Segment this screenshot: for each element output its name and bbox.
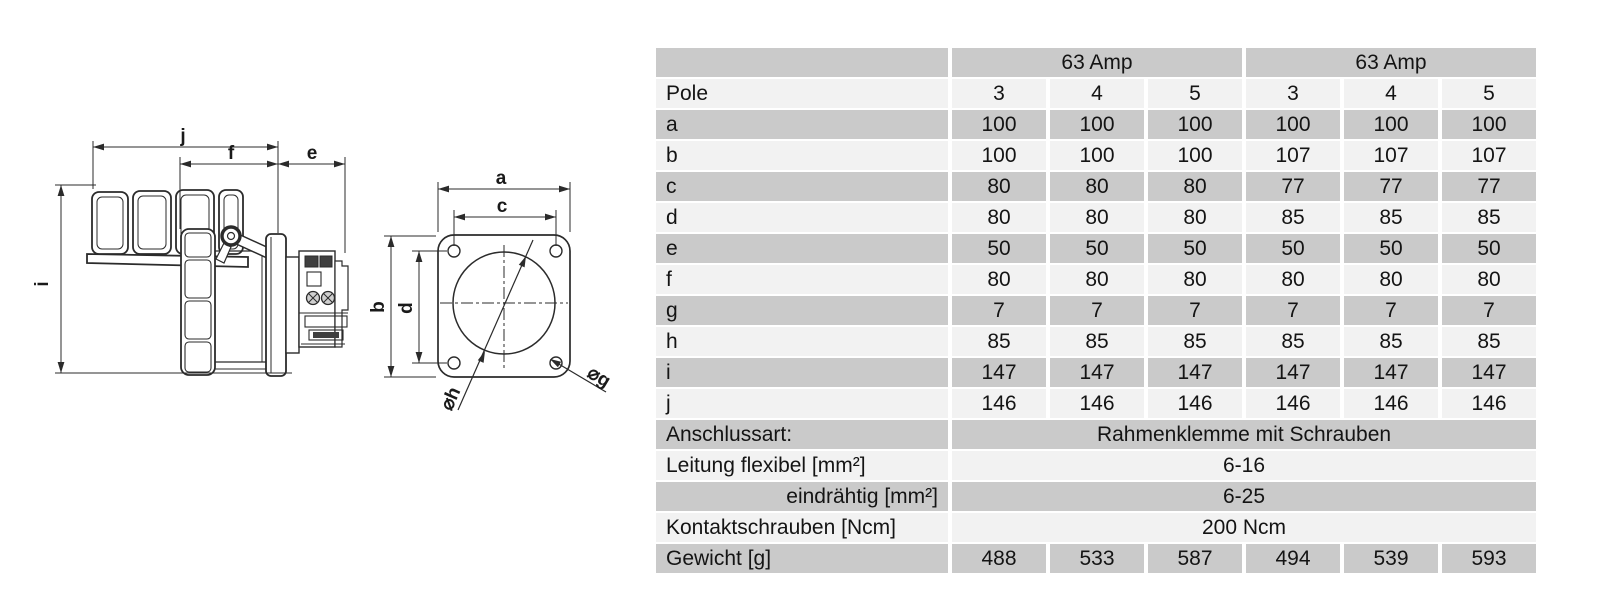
dimension-value: 85: [1148, 327, 1242, 356]
dimension-value: 80: [1050, 172, 1144, 201]
dimension-value: 100: [1050, 110, 1144, 139]
dimension-label: b: [656, 141, 948, 170]
dimension-label: d: [656, 203, 948, 232]
pole-value: 5: [1148, 79, 1242, 108]
dim-label-f: f: [227, 143, 235, 164]
weight-value: 539: [1344, 544, 1438, 573]
spec-value: 6-25: [952, 482, 1536, 511]
dimension-value: 7: [1246, 296, 1340, 325]
pole-value: 4: [1344, 79, 1438, 108]
dimension-value: 85: [1050, 327, 1144, 356]
dimension-value: 7: [1442, 296, 1536, 325]
dimension-value: 147: [1050, 358, 1144, 387]
dim-label-g: ⌀g: [583, 362, 615, 393]
dimension-value: 85: [1344, 203, 1438, 232]
pole-value: 3: [952, 79, 1046, 108]
dimension-value: 146: [1442, 389, 1536, 418]
dimension-value: 107: [1246, 141, 1340, 170]
weight-value: 587: [1148, 544, 1242, 573]
dimension-value: 80: [952, 265, 1046, 294]
dimension-row-i: [656, 358, 1536, 387]
dimension-label: e: [656, 234, 948, 263]
side-view: [32, 126, 348, 376]
dimension-value: 80: [1246, 265, 1340, 294]
dim-label-i: i: [32, 281, 53, 287]
dimension-label: g: [656, 296, 948, 325]
spec-value: 200 Ncm: [952, 513, 1536, 542]
dimension-row-d: [656, 203, 1536, 232]
spec-row-2: [656, 482, 1536, 511]
dimension-label: f: [656, 265, 948, 294]
dimension-value: 85: [1442, 203, 1536, 232]
spec-label: Leitung flexibel [mm²]: [656, 451, 948, 480]
weight-value: 533: [1050, 544, 1144, 573]
dimension-value: 147: [1246, 358, 1340, 387]
dim-label-h: ⌀h: [436, 383, 466, 414]
dimension-value: 80: [1050, 265, 1144, 294]
dimension-label: i: [656, 358, 948, 387]
amp-group-header-1: 63 Amp: [952, 48, 1242, 77]
pole-value: 4: [1050, 79, 1144, 108]
dimension-value: 85: [1246, 203, 1340, 232]
dim-label-c: c: [496, 196, 508, 217]
dimension-value: 147: [1148, 358, 1242, 387]
weight-row: [656, 544, 1536, 573]
spec-label: Anschlussart:: [656, 420, 948, 449]
spec-value: 6-16: [952, 451, 1536, 480]
dimension-value: 77: [1442, 172, 1536, 201]
dimension-value: 85: [1246, 327, 1340, 356]
dimension-value: 50: [952, 234, 1046, 263]
dimension-value: 100: [1442, 110, 1536, 139]
dimension-value: 146: [1148, 389, 1242, 418]
dimension-value: 100: [1148, 141, 1242, 170]
dimension-value: 107: [1442, 141, 1536, 170]
dimension-value: 147: [1344, 358, 1438, 387]
dimension-value: 100: [1246, 110, 1340, 139]
flange-plate: [266, 234, 286, 376]
dimension-row-a: [656, 110, 1536, 139]
dimension-value: 50: [1246, 234, 1340, 263]
dimension-value: 85: [1344, 327, 1438, 356]
dim-label-b: b: [368, 301, 389, 313]
dimension-value: 146: [1050, 389, 1144, 418]
front-view: [368, 168, 614, 414]
dimension-value: 80: [1148, 203, 1242, 232]
amp-group-header-2: 63 Amp: [1246, 48, 1536, 77]
dimension-value: 50: [1442, 234, 1536, 263]
amp-header-spacer: [656, 48, 948, 77]
dimension-value: 80: [1344, 265, 1438, 294]
terminal-block: [286, 251, 348, 353]
weight-value: 488: [952, 544, 1046, 573]
dimension-value: 80: [1442, 265, 1536, 294]
dimension-value: 146: [1344, 389, 1438, 418]
dim-label-a: a: [495, 168, 507, 189]
dimension-row-f: [656, 265, 1536, 294]
dimension-label: h: [656, 327, 948, 356]
dimension-row-c: [656, 172, 1536, 201]
dimension-value: 146: [1246, 389, 1340, 418]
amp-header-row: [656, 48, 1536, 77]
dimension-value: 7: [1344, 296, 1438, 325]
dimension-row-e: [656, 234, 1536, 263]
dimension-value: 100: [952, 110, 1046, 139]
dimension-row-h: [656, 327, 1536, 356]
spec-label: eindrähtig [mm²]: [656, 482, 948, 511]
dimension-value: 100: [1344, 110, 1438, 139]
spec-table: [652, 46, 1540, 575]
dimension-value: 100: [1050, 141, 1144, 170]
spec-row-1: [656, 451, 1536, 480]
dimension-value: 146: [952, 389, 1046, 418]
dimension-value: 77: [1344, 172, 1438, 201]
pole-value: 3: [1246, 79, 1340, 108]
dimension-value: 107: [1344, 141, 1438, 170]
weight-label: Gewicht [g]: [656, 544, 948, 573]
dimension-value: 147: [1442, 358, 1536, 387]
pole-value: 5: [1442, 79, 1536, 108]
dimension-value: 85: [952, 327, 1046, 356]
dimension-value: 80: [1148, 265, 1242, 294]
dimension-row-j: [656, 389, 1536, 418]
dimension-label: c: [656, 172, 948, 201]
dimension-value: 100: [1148, 110, 1242, 139]
dimension-value: 50: [1050, 234, 1144, 263]
spec-value: Rahmenklemme mit Schrauben: [952, 420, 1536, 449]
weight-value: 494: [1246, 544, 1340, 573]
dimension-value: 50: [1148, 234, 1242, 263]
dimension-value: 7: [1148, 296, 1242, 325]
dimension-value: 80: [952, 203, 1046, 232]
dimension-value: 85: [1442, 327, 1536, 356]
weight-value: 593: [1442, 544, 1536, 573]
dim-label-e: e: [306, 143, 318, 164]
spec-label: Kontaktschrauben [Ncm]: [656, 513, 948, 542]
spec-table-wrap: [652, 46, 1540, 575]
dimension-value: 100: [952, 141, 1046, 170]
dimension-label: a: [656, 110, 948, 139]
dimension-value: 80: [1050, 203, 1144, 232]
technical-drawing: [0, 0, 650, 600]
dimension-value: 147: [952, 358, 1046, 387]
spec-row-3: [656, 513, 1536, 542]
dimension-row-g: [656, 296, 1536, 325]
pole-row: [656, 79, 1536, 108]
dimension-value: 80: [952, 172, 1046, 201]
dimension-value: 7: [952, 296, 1046, 325]
dimension-value: 80: [1148, 172, 1242, 201]
dimension-row-b: [656, 141, 1536, 170]
dimension-label: j: [656, 389, 948, 418]
dim-label-d: d: [396, 302, 417, 314]
pole-label: Pole: [656, 79, 948, 108]
dimension-value: 7: [1050, 296, 1144, 325]
dim-label-j: j: [180, 126, 186, 147]
spec-row-0: [656, 420, 1536, 449]
dimension-value: 50: [1344, 234, 1438, 263]
dimension-value: 77: [1246, 172, 1340, 201]
